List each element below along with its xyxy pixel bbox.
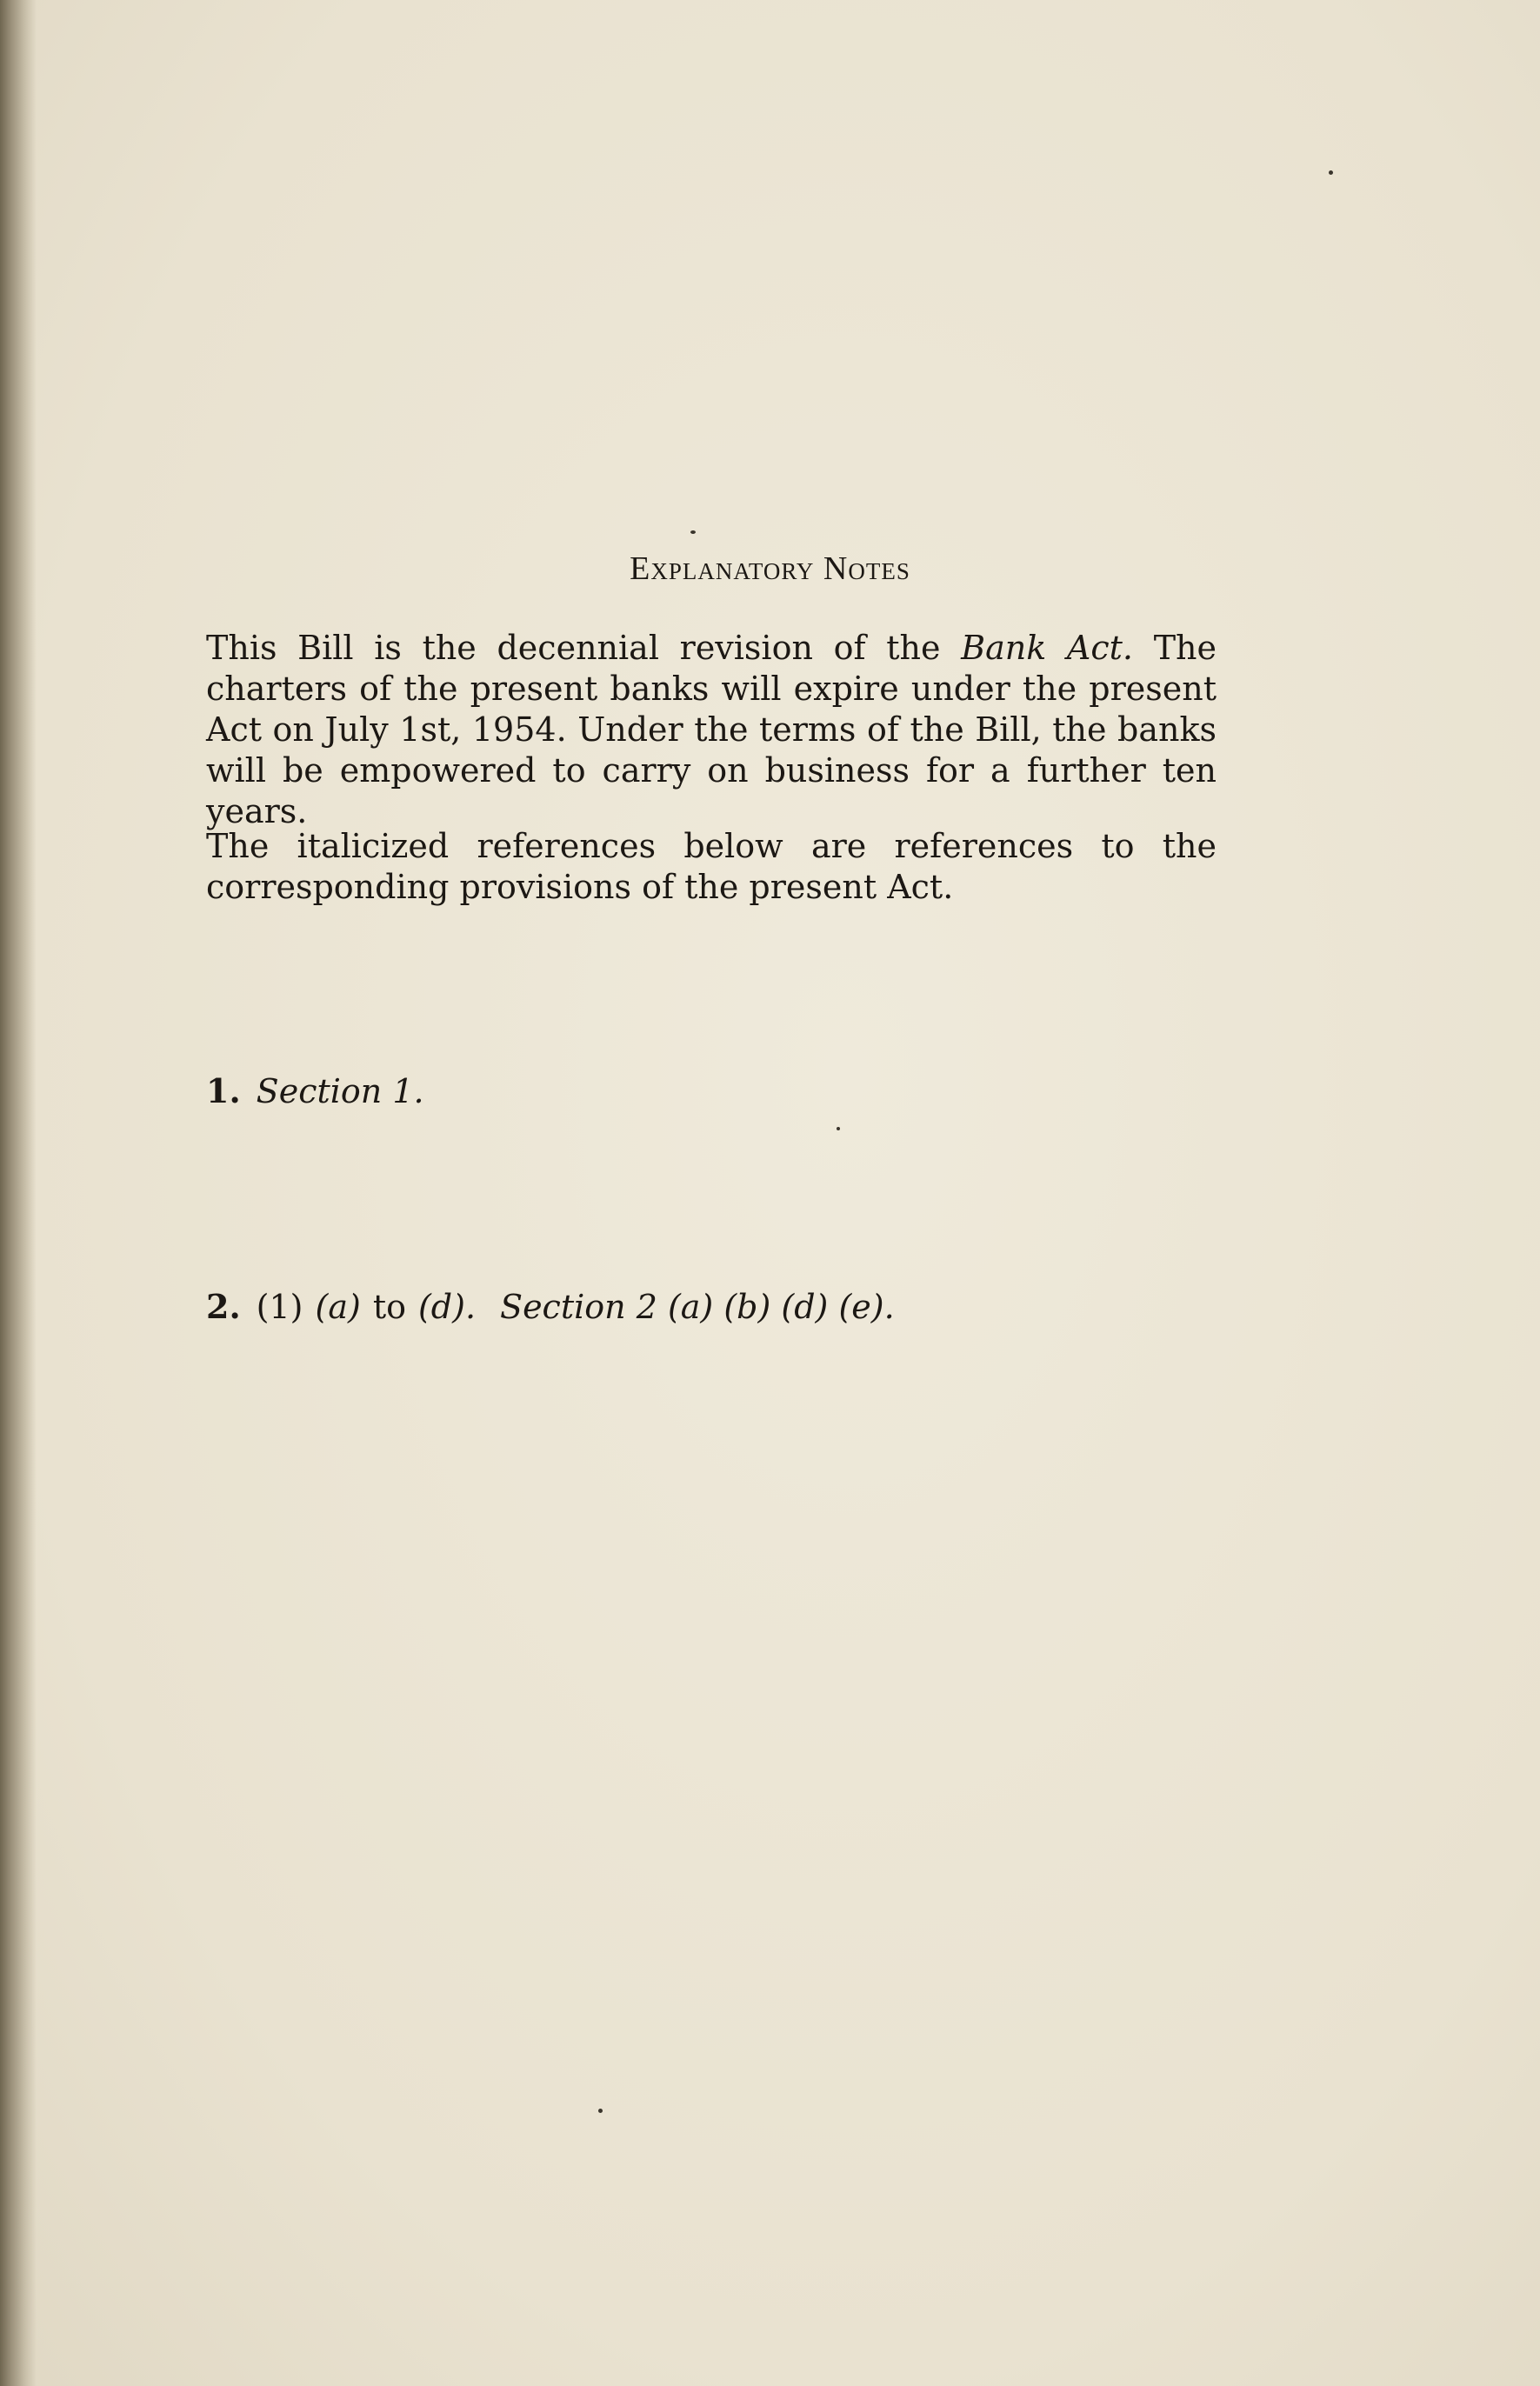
paragraph-italicized-references (206, 826, 1217, 908)
note-item-1-reference: Section 1. (256, 1072, 424, 1110)
speck-mark (1329, 170, 1333, 175)
note-item-2-clause-end: (d). (417, 1288, 477, 1326)
book-spine-shadow (0, 0, 37, 2386)
bank-act-italic: Bank Act. (961, 629, 1134, 667)
paragraph-1-text-b: The charters of the present banks will expire under the present Act on July 1st, 1954. Under the terms of the Bill, the banks will be empowered to carry on business for a further ten years. (206, 629, 1217, 830)
note-item-2-reference: Section 2 (a) (b) (d) (e). (500, 1288, 895, 1326)
speck-mark (598, 2109, 603, 2113)
paragraph-decennial-revision (206, 628, 1217, 832)
speck-mark (690, 530, 696, 534)
show-through-text (148, 183, 1348, 2183)
note-item-2-clause-start: (a) (315, 1288, 361, 1326)
note-item-2 (206, 1287, 895, 1326)
paragraph-1-text-a: This Bill is the decennial revision of the (206, 629, 962, 667)
speck-mark (837, 1127, 840, 1130)
note-item-1-number: 1. (206, 1071, 241, 1110)
explanatory-notes-heading: Explanatory Notes (630, 550, 910, 587)
note-item-1 (206, 1071, 424, 1110)
note-item-2-subsection: (1) (256, 1288, 303, 1326)
note-item-2-connector: to (372, 1288, 406, 1326)
note-item-2-number: 2. (206, 1287, 241, 1326)
paragraph-2-text: The italicized references below are references to the corresponding provisions of the present Act. (206, 827, 1217, 906)
